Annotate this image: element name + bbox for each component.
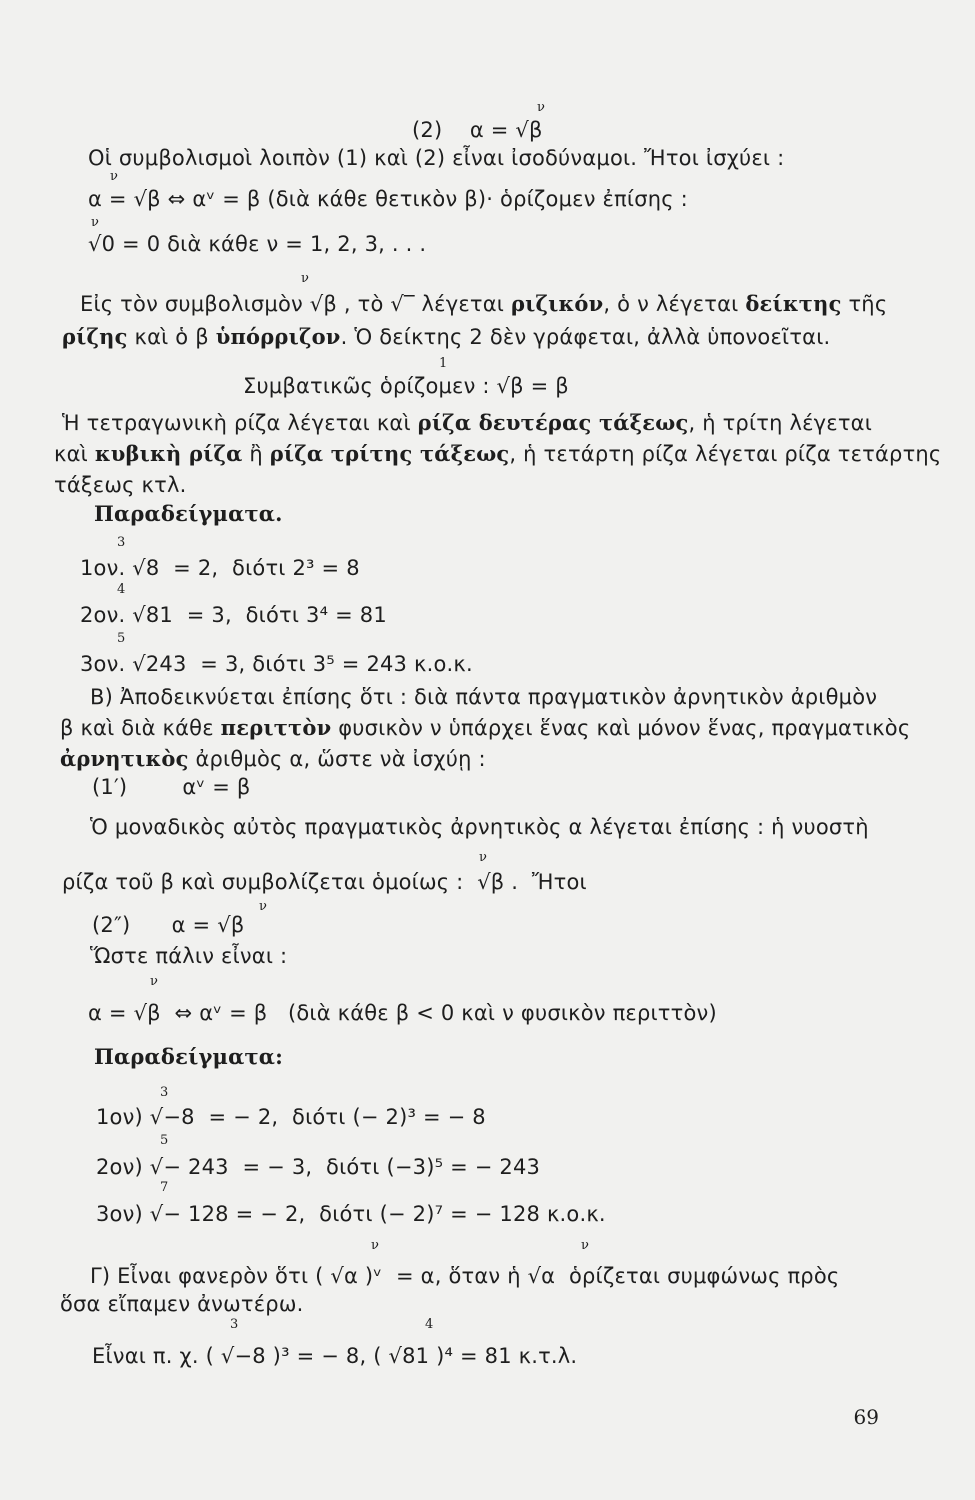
root-index: 7 <box>160 1180 169 1195</box>
text-span: τῆς <box>841 292 888 316</box>
text-line: ὅσα εἴπαμεν ἀνωτέρω. <box>60 1292 304 1316</box>
text-line: Γ) Εἶναι φανερὸν ὅτι ( √α )ᵛ = α, ὅταν ἡ √α ὁρίζεται συμφώνως πρὸς <box>90 1264 840 1288</box>
example-line: Εἶναι π. χ. ( √−8 )³ = − 8, ( √81 )⁴ = 81 κ.τ.λ. <box>92 1344 578 1368</box>
text-line: √0 = 0 διὰ κάθε ν = 1, 2, 3, . . . <box>88 232 427 256</box>
root-index: 4 <box>425 1317 434 1332</box>
term-bold: ρίζα τρίτης τάξεως <box>269 441 510 466</box>
example-line: 3ον) √− 128 = − 2, διότι (− 2)⁷ = − 128 κ.ο.κ. <box>96 1202 606 1226</box>
term-bold: ἀρνητικὸς <box>60 746 189 771</box>
equation-2: (2) α = √β <box>412 118 543 142</box>
root-index: ν <box>110 169 118 184</box>
root-index: ν <box>91 215 99 230</box>
term-bold: ρίζα δευτέρας τάξεως <box>417 410 689 435</box>
example-line: 1ον. √8 = 2, διότι 2³ = 8 <box>80 556 360 580</box>
text-span: καὶ ὁ β <box>127 325 216 349</box>
term-bold: δείκτης <box>745 291 842 316</box>
text-line <box>62 409 872 437</box>
equivalence-line: α = √β ⇔ αᵛ = β (διὰ κάθε θετικὸν β)· ὁρίζομεν ἐπίσης : <box>88 187 688 211</box>
section-heading: Παραδείγματα. <box>94 501 283 526</box>
equation-1-prime: (1′) αᵛ = β <box>92 775 251 799</box>
equivalence-line: α = √β ⇔ αᵛ = β (διὰ κάθε β < 0 καὶ ν φυσικὸν περιττὸν) <box>88 1001 717 1025</box>
text-span: . Ὁ δείκτης 2 δὲν γράφεται, ἀλλὰ ὑπονοεῖται. <box>340 325 831 349</box>
root-index: 4 <box>117 582 126 597</box>
root-index: ν <box>581 1238 589 1253</box>
root-index: ν <box>371 1238 379 1253</box>
root-index: 1 <box>439 356 448 371</box>
text-line <box>62 323 830 351</box>
text-span: , ἡ τρίτη λέγεται <box>688 411 873 435</box>
root-index: ν <box>150 974 158 989</box>
term-bold: περιττὸν <box>220 715 332 740</box>
text-line: Ὥστε πάλιν εἶναι : <box>90 944 288 968</box>
root-index: 3 <box>230 1317 239 1332</box>
text-span: , ἡ τετάρτη ρίζα λέγεται ρίζα τετάρτης <box>509 442 942 466</box>
text-line: ρίζα τοῦ β καὶ συμβολίζεται ὁμοίως : √β . Ἤτοι <box>62 870 587 894</box>
example-line: 3ον. √243 = 3, διότι 3⁵ = 243 κ.ο.κ. <box>80 652 473 676</box>
text-line: Β) Ἀποδεικνύεται ἐπίσης ὅτι : διὰ πάντα πραγματικὸν ἀρνητικὸν ἀριθμὸν <box>90 685 878 709</box>
term-bold: ὑπόρριζον <box>215 324 341 349</box>
root-index: 5 <box>117 631 126 646</box>
term-bold: κυβικὴ ρίζα <box>94 441 243 466</box>
text-line <box>60 714 910 742</box>
text-span: , ὁ ν λέγεται <box>603 292 746 316</box>
text-span: Ἡ τετραγωνικὴ ρίζα λέγεται καὶ <box>62 411 418 435</box>
root-index: 3 <box>160 1085 169 1100</box>
example-line: 2ον. √81 = 3, διότι 3⁴ = 81 <box>80 603 387 627</box>
text-span: ἢ <box>242 442 270 466</box>
example-line: 1ον) √−8 = − 2, διότι (− 2)³ = − 8 <box>96 1105 486 1129</box>
root-index: ν <box>479 850 487 865</box>
root-index: ν <box>259 899 267 914</box>
text-line <box>80 290 887 318</box>
text-span: καὶ <box>54 442 95 466</box>
equation-2-double-prime: (2″) α = √β <box>92 913 245 937</box>
root-index: ν <box>537 100 545 115</box>
root-index: ν <box>301 271 309 286</box>
page-number: 69 <box>853 1405 879 1429</box>
text-span: φυσικὸν ν ὑπάρχει ἕνας καὶ μόνον ἕνας, πραγματικὸς <box>331 716 911 740</box>
text-span: Εἰς τὸν συμβολισμὸν √β , τὸ √‾ λέγεται <box>80 292 511 316</box>
text-span: β καὶ διὰ κάθε <box>60 716 221 740</box>
term-bold: ριζικόν <box>510 291 604 316</box>
text-line: Συμβατικῶς ὁρίζομεν : √β = β <box>243 374 569 398</box>
term-bold: ρίζης <box>62 324 128 349</box>
text-line <box>60 745 486 773</box>
text-line: τάξεως κτλ. <box>54 473 187 497</box>
text-line: Ὁ μοναδικὸς αὐτὸς πραγματικὸς ἀρνητικὸς α λέγεται ἐπίσης : ἡ νυοστὴ <box>90 815 869 839</box>
text-span: ἀριθμὸς α, ὥστε νὰ ἰσχύῃ : <box>188 747 486 771</box>
root-index: 3 <box>117 535 126 550</box>
text-line: Οἱ συμβολισμοὶ λοιπὸν (1) καὶ (2) εἶναι ἰσοδύναμοι. Ἤτοι ἰσχύει : <box>88 146 785 170</box>
example-line: 2ον) √− 243 = − 3, διότι (−3)⁵ = − 243 <box>96 1155 541 1179</box>
root-index: 5 <box>160 1133 169 1148</box>
text-line <box>54 440 941 468</box>
section-heading: Παραδείγματα: <box>94 1044 284 1069</box>
